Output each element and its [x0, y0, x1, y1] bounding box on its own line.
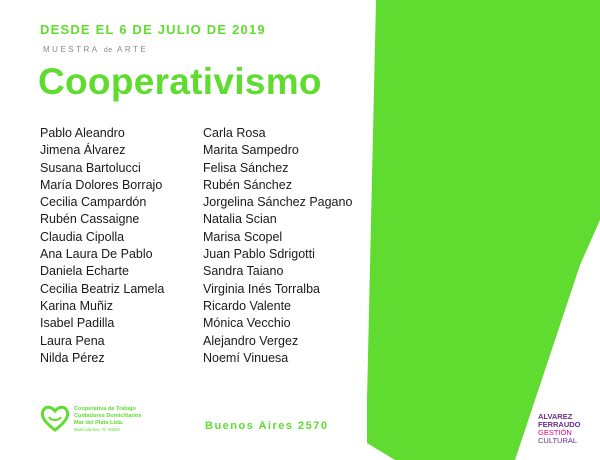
subtitle-word-muestra: MUESTRA	[43, 45, 100, 54]
artist-name: Ricardo Valente	[203, 298, 292, 313]
artist-name: Cecilia Campardón	[40, 195, 147, 210]
subtitle-word-arte: ARTE	[116, 45, 149, 54]
cooperative-name	[74, 406, 141, 432]
artist-name: Laura Pena	[40, 333, 105, 348]
artist-name: Mónica Vecchio	[203, 316, 291, 331]
artist-list-column-2	[203, 125, 352, 367]
artist-name: Cecilia Beatriz Lamela	[40, 281, 165, 296]
artist-name: Susana Bartolucci	[40, 160, 141, 175]
subtitle	[43, 45, 148, 54]
subtitle-word-de: de	[103, 47, 113, 54]
artist-name: Juan Pablo Sdrigotti	[203, 247, 315, 262]
artist-name: Felisa Sánchez	[203, 160, 289, 175]
artist-name: Pablo Aleandro	[40, 126, 125, 140]
artist-name: Marisa Scopel	[203, 229, 283, 244]
artist-name: Daniela Echarte	[40, 264, 129, 279]
cooperative-name-line: Cooperativa de Trabajo	[74, 406, 136, 412]
artist-name: Virginia Inés Torralba	[203, 281, 320, 296]
gallery-logo-line: FERRAUDO	[538, 420, 581, 429]
artist-name: María Dolores Borrajo	[40, 177, 163, 192]
artist-name: Rubén Sánchez	[203, 177, 292, 192]
artist-name: Rubén Cassaigne	[40, 212, 140, 227]
cooperative-name-line: Mar del Plata Ltda.	[74, 419, 124, 426]
date-heading: DESDE EL 6 DE JULIO DE 2019	[40, 22, 266, 37]
cooperative-logo	[40, 400, 190, 450]
artist-name: Isabel Padilla	[40, 316, 115, 331]
gallery-logo	[538, 413, 598, 445]
cooperative-registration: Matrícula Nac. N° 40628	[74, 427, 120, 433]
artist-name: Nilda Pérez	[40, 350, 105, 365]
artist-name: Natalia Scian	[203, 212, 277, 227]
artist-name: Marita Sampedro	[203, 143, 299, 158]
artist-name: Carla Rosa	[203, 126, 266, 140]
venue-address: Buenos Aires 2570	[205, 420, 329, 432]
page-title: Cooperativismo	[38, 61, 322, 102]
artist-name: Claudia Cipolla	[40, 229, 125, 244]
artist-name: Karina Muñiz	[40, 298, 113, 313]
artist-name: Noemí Vinuesa	[203, 350, 289, 365]
artist-name: Ana Laura De Pablo	[40, 247, 153, 262]
heart-icon	[40, 404, 70, 432]
artist-name: Jimena Álvarez	[40, 143, 126, 158]
artist-name: Alejandro Vergez	[203, 333, 299, 348]
gallery-logo-line: ALVAREZ	[538, 412, 573, 421]
artist-name: Sandra Taiano	[203, 264, 284, 279]
artist-name: Jorgelina Sánchez Pagano	[203, 195, 353, 210]
gallery-logo-line: GESTIÓN	[538, 428, 572, 437]
gallery-logo-line: CULTURAL	[538, 436, 578, 445]
cooperative-name-line: Cuidadores Domiciliarios	[74, 412, 142, 419]
artist-list-column-1	[40, 125, 164, 367]
